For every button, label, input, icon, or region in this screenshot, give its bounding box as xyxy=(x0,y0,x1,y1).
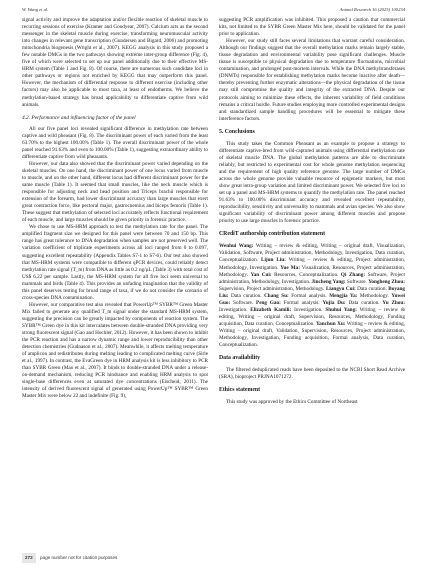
credit-author-name: Liangyu Cui: xyxy=(325,285,356,292)
credit-author-roles: Methodology. xyxy=(357,292,392,299)
credit-statement xyxy=(219,243,405,349)
right-column xyxy=(219,17,405,547)
page-footer xyxy=(22,553,405,563)
credit-author-roles: Writing – review & editing, Project administration, Methodology, Investigation. xyxy=(219,257,405,271)
section-heading-ethics: Ethics statement xyxy=(219,387,261,394)
paragraph: However, our data also showed that the discriminant power varied depending on the skeletal muscles. On one hand, the discriminant power of one locus varied from muscle to muscle, and on the other hand, different locus had different discriminant power for the same muscle (Table 1). It seemed that small muscles, like the neck muscle which is responsible for adjusting neck and head position and Triceps brachii responsible for extension of the forearm, had lower discriminant accuracy than large muscles that exert great contraction force, like pectoral major, gastrocnemius and biceps femoris (Table 1). These suggest that methylation of selected loci accurately reflects functional requirement of each muscle, and large muscles should be given priority in forensic practice. xyxy=(22,160,208,224)
header-journal: Animal Research 16 (2025) 100234 xyxy=(339,7,405,12)
header-authors: W. Wang et al. xyxy=(22,7,49,12)
credit-author-name: Elizabeth Kamili: xyxy=(250,306,292,313)
credit-author-name: Yu Zhou: xyxy=(382,299,405,306)
section-heading-data-availability: Data availability xyxy=(219,355,261,362)
credit-author-name: Wenhui Wang: xyxy=(219,243,254,250)
credit-author-name: Yue Ma: xyxy=(280,264,300,271)
paragraph: The filtered deduplicated reads have been deposited to the NCBI Short Read Archive (SRA), bioproject PRJNA1071272. xyxy=(219,367,405,381)
credit-author-name: Chang Su: xyxy=(264,292,289,299)
credit-author-name: Yan Cui: xyxy=(250,271,272,278)
running-header xyxy=(22,5,405,15)
paragraph: All our five panel loci revealed significant difference in methylation rate between captive and wild pheasant (Fig. 8). The discriminant power of each varied from the least 63.70% to the highest 100.00% (Table 1). The overall discriminant power of the whole panel reached 91.63% and even to 100.00% (Table 1), suggesting extraordinary ability to differentiate captive from wild pheasants. xyxy=(22,125,208,160)
credit-author-roles: Writing – review & editing, Writing – original draft, Visualization, Validation, Software, Project administration, Methodology, Investigation, Data curation, Conceptualization. xyxy=(219,243,405,264)
section-heading-credit: CRediT authorship contribution statement xyxy=(219,231,326,238)
credit-author-name: Jincheng Yang: xyxy=(311,278,346,285)
credit-author-roles: Writing – review & editing, Writing – original draft, Supervision, Resources, Methodology, Funding acquisition, Data curation, Conceptualization. xyxy=(219,306,405,327)
section-heading-conclusions: 5. Conclusions xyxy=(219,128,255,135)
paragraph: This study was approved by the Ethics Committee of Northeast xyxy=(226,399,358,406)
left-column xyxy=(22,17,208,547)
credit-author-roles: Data curation. xyxy=(355,285,389,292)
credit-author-roles: Formal analysis. xyxy=(288,292,330,299)
credit-author-roles: Supervision, Project administration, Methodology. xyxy=(219,285,326,292)
credit-author-name: Yuwei Guo: xyxy=(219,292,405,306)
paragraph: However, our study still faces several limitations that warrant careful consideration. Although our findings suggest that the overall methylation marks remain largely stable, tissue degradation and environmental variability pose significant challenges. Muscle tissue is susceptible to physical degradation due to temperature fluctuations, microbial contamination, and prolonged post-mortem intervals. While the DNA methyltransferases (DNMTs) responsible for establishing methylation marks become inactive after death—thereby preventing further enzymatic alterations—the physical degradation of the tissue may still compromise the quality and integrity of the extracted DNA. Despite our protocols aiming to minimize these effects, the inherent variability of field conditions remains a critical hurdle. Future studies employing more controlled experimental designs and standardized sample handling procedures will be essential to mitigate these interference factors. xyxy=(219,38,405,122)
credit-author-roles: Investigation. xyxy=(291,306,326,313)
credit-author-name: Yujia Du: xyxy=(322,299,346,306)
credit-author-roles: Visualization, Resources, Project administration, Methodology. xyxy=(219,264,405,278)
paragraph: We chose to use MS-HRM approach to test the methylation rate for the panel. The amplified fragment size we designed for this panel were between 70 and 150 bp. This range has great tolerance to DNA degradation when samples are not preserved well. The variation coefficient of triplicate experiments across all loci ranged from 0 to 0.097, suggesting excellent repeatability (Appendix Tables S7-1 to S7-6). Our test also showed that MS-HRM systems were compatible to different qPCR devices, could reliably detect methylation rate signal (T_m) from DNA as little as 0.2 ng/µL (Table 3) with total cost of US$ 6.22 per sample. Lastly, the MS-HRM system for all five loci seem universal to mammals and birds (Table 4). This provides an unfading imagination that the validity of this panel deserves testing for broad range of taxa, if we do not consider the scenario of cross-species DNA contamination. xyxy=(22,224,208,301)
credit-author-name: Peng Gao: xyxy=(256,299,281,306)
page-number: 272 xyxy=(22,553,36,563)
credit-author-name: Qi Zhang: xyxy=(340,271,366,278)
credit-author-roles: Software. xyxy=(230,299,257,306)
credit-author-roles: Data curation. xyxy=(228,292,265,299)
paragraph: However, our comparative test also revealed that PowerUp™ SYBR™ Green Master Mix failed to generate any qualified T_m signal under the standard MS-HRM system, suggesting the precision can be greatly impacted by components of reaction system. The SYBR™ Green dye in this kit intercalates between double-stranded DNA providing very strong fluorescent signal (Gao and Hochler, 2012). However, it has been shown to inhibit the PCR reaction and has a narrow dynamic range and lower reproducibility than other detection chemistries (Gudnason et al., 2007). Meanwhile, it affects melting temperature of amplicon and redistributes during melting leading to complicated melting curve (Sirle et al., 1997). In contrast, the EvaGreen dye in HRM analysis kit is less inhibitory to PCR than SYBR Green (Mao et al., 2007). It binds to double-stranded DNA under a release-on-demand mechanism, reducing PCR hindrance and enabling HRM analysis to spot single-base differences even at saturated dye concentrations (Eischeid, 2011). The intensity of derived fluorescent signal of generated using PowerUp™ SYBR™ Green Master Mix were below 22 and indefinite (Fig. 9), xyxy=(22,301,208,400)
credit-author-roles: Data curation. xyxy=(345,299,383,306)
paragraph: signal activity and improve the adaptation and/or flexible reaction of skeletal muscle to recurring sessions of exercise (Kramer and Goodyear, 2007). Calcium acts as the second messenger in the skeletal muscle during exercise, transforming neuromuscular activity into changes in relevant gene transcription (Gundersen and Bigard, 2006) and promoting mitochondria biogenesis (Wright et al., 2007). KEGG analysis in this study proposed a few notable DMGs in the two pathways showing extreme inter-group difference (Fig. 4), five of which were selected to set up our panel additionally due to their effective MS-HRM system (Table 1 and Fig. 8). Of course, there are numerous such candidate loci in other pathways or regions not enriched by KEGG that may outperform this panel. However, the mechanism of differential response to different exercise (including other factors) may also be applicable to most taxa, at least of endotherms. We believe the methylation-based strategy has broad applicability to differentiate captive from wild animals. xyxy=(22,17,208,108)
credit-author-name: Yanchun Xu: xyxy=(316,320,346,327)
credit-author-roles: Resources, Conceptualization. xyxy=(271,271,341,278)
credit-author-roles: Formal analysis. xyxy=(280,299,323,306)
credit-author-roles: Software. xyxy=(345,278,369,285)
credit-author-roles: Investigation. xyxy=(219,306,251,313)
credit-author-name: Shuhui Yang: xyxy=(325,306,357,313)
credit-author-name: Mengjia Ya: xyxy=(329,292,358,299)
paragraph: This study takes the Common Pheasant as an example to propose a strategy to differentiate captive-bred from wild-captured animals using differential methylation rate of skeletal muscle DNA. The global methylation patterns are able to discriminate reliably, but restricted to experimental cost for whole genome methylation sequencing and the requirement of high quality reference genome. The large number of DMGs across the whole genome provide valuable resource of epigenetic markers, but most show great intra-group variation and limited discriminant power. We selected five loci to set up a panel and MS-HRM systems to quantify the methylation rate. The panel reached 91.63% to 100.00% discriminant accuracy and revealed excellent repeatability, reproducibility, sensitivity and universality to mammals and avian species. We also show significant variability of discriminant power among different muscles and propose priority to use large muscles in forensic practice. xyxy=(219,140,405,225)
footer-note: page number not for citation purposes xyxy=(39,555,118,560)
paragraph: suggesting PCR amplification was inhibited. This proposed a caution that commercial kits, not limited to the SYBR Green Master Mix here, should be validated for the panel prior to application. xyxy=(219,17,405,38)
credit-author-name: Lijun Liu: xyxy=(261,257,286,264)
credit-author-roles: Writing – review & editing, Writing – original draft, Validation, Supervision, Resources, Project administration, Methodology, Investigation, Funding acquisition, Formal analysis, Data curation, Conceptualization. xyxy=(219,320,405,349)
credit-author-roles: Software, Project administration, Methodology, Investigation. xyxy=(219,271,405,285)
section-heading-4-2: 4.2. Performance and influencing factor of the panel xyxy=(22,114,136,121)
credit-author-name: Yongheng Zhou: xyxy=(368,278,405,285)
credit-author-name: Boyang Liu: xyxy=(219,285,405,299)
